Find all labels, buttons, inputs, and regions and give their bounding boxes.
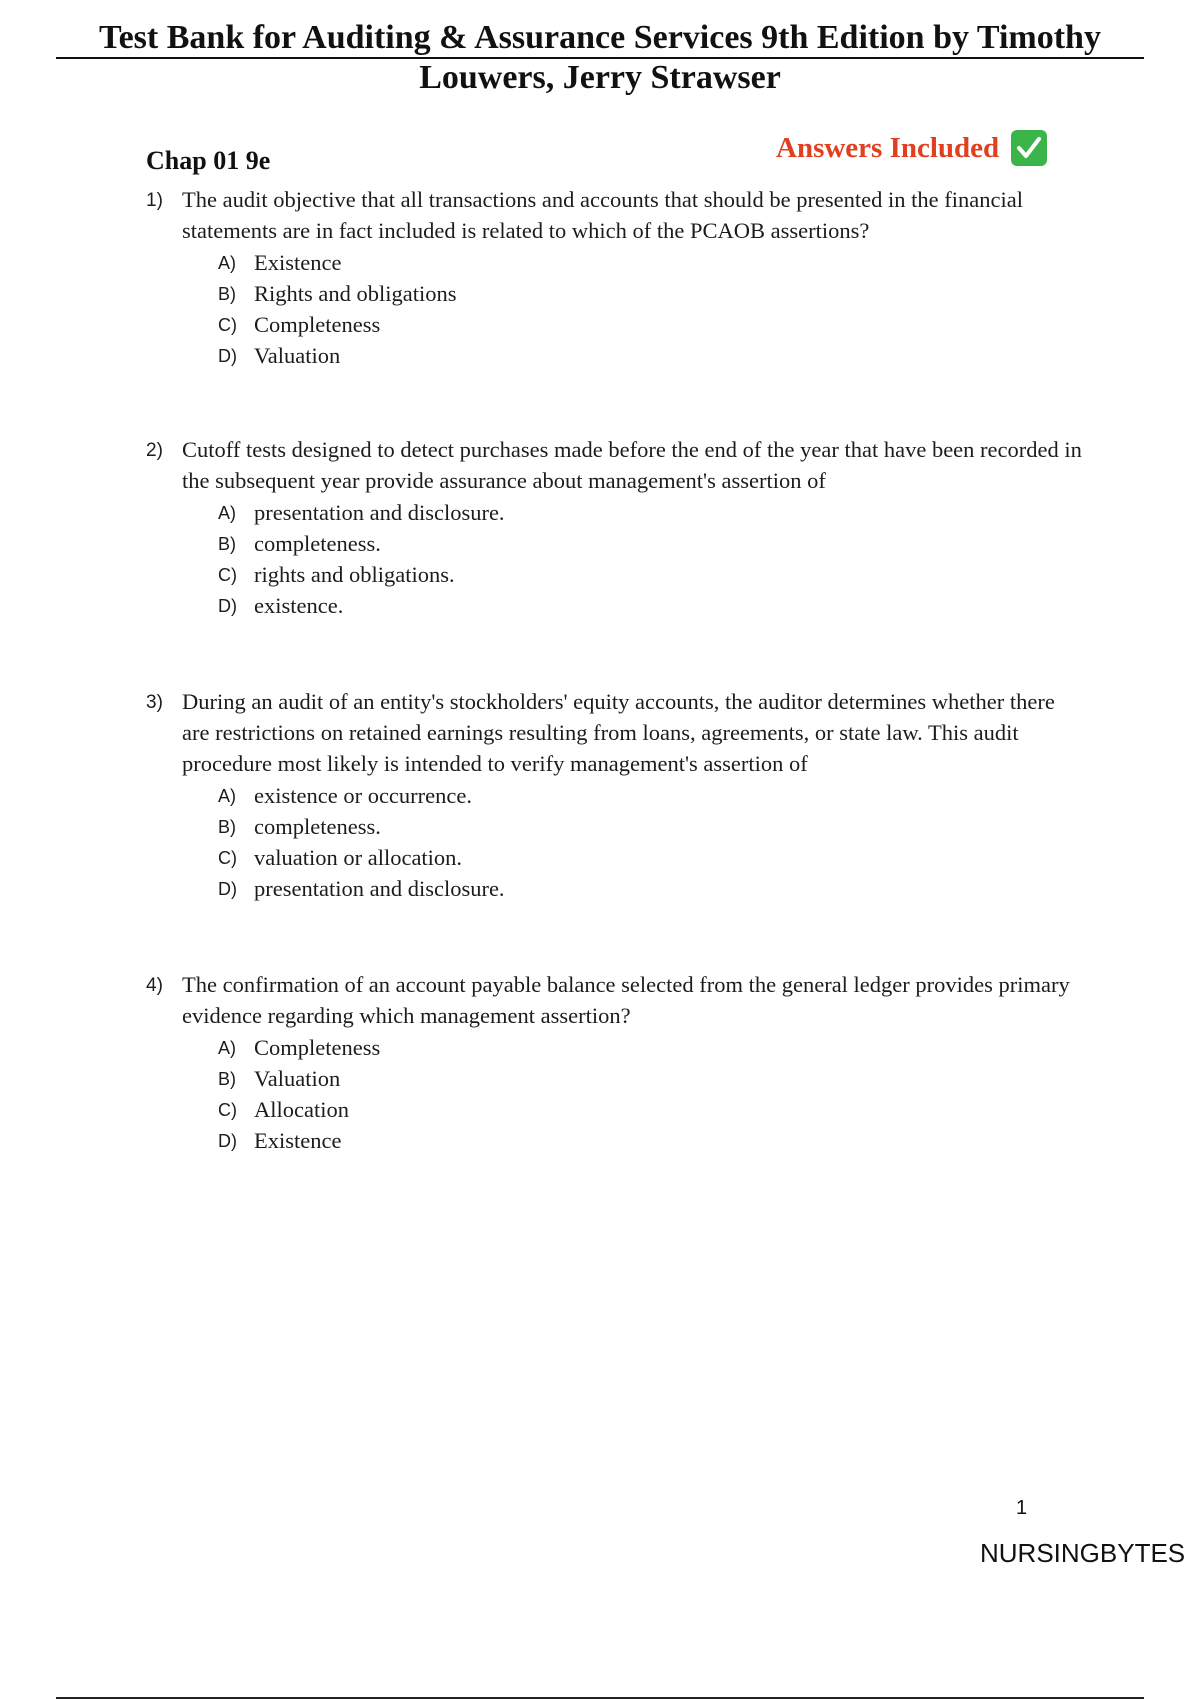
options-list [218,1032,1086,1156]
option-text: Allocation [254,1097,349,1122]
option-letter: D) [218,346,237,366]
option-text: presentation and disclosure. [254,500,505,525]
question-number: 3) [146,692,163,713]
question-number: 1) [146,190,163,211]
option-c [218,842,1086,873]
title-underline [56,57,1144,59]
option-text: rights and obligations. [254,562,455,587]
option-text: completeness. [254,531,381,556]
option-text: Completeness [254,1035,381,1060]
question-text: Cutoff tests designed to detect purchases made before the end of the year that have been recorded in the subsequent year provide assurance about management's assertion of [182,437,1082,493]
question-1 [146,184,1086,371]
option-text: Completeness [254,312,381,337]
option-letter: B) [218,534,236,554]
question-4 [146,969,1086,1156]
option-b [218,278,1086,309]
option-text: Rights and obligations [254,281,457,306]
option-letter: A) [218,786,236,806]
option-c [218,559,1086,590]
option-letter: C) [218,315,237,335]
option-letter: A) [218,1038,236,1058]
option-text: Valuation [254,1066,341,1091]
option-a [218,497,1086,528]
option-text: Valuation [254,343,341,368]
option-letter: B) [218,817,236,837]
option-letter: A) [218,253,236,273]
option-a [218,247,1086,278]
page-number: 1 [1016,1497,1028,1519]
option-b [218,528,1086,559]
options-list [218,497,1086,621]
option-text: Existence [254,250,342,275]
option-letter: D) [218,596,237,616]
option-letter: C) [218,1100,237,1120]
options-list [218,247,1086,371]
option-letter: B) [218,1069,236,1089]
option-d [218,1125,1086,1156]
option-text: existence or occurrence. [254,783,472,808]
option-letter: C) [218,565,237,585]
question-3 [146,686,1086,904]
option-letter: D) [218,1131,237,1151]
question-number: 4) [146,975,163,996]
answers-included-badge [776,130,1047,166]
option-b [218,811,1086,842]
check-icon [1011,130,1047,166]
watermark-text: NURSINGBYTES [980,1538,1186,1568]
option-text: presentation and disclosure. [254,876,505,901]
option-d [218,590,1086,621]
chapter-heading: Chap 01 9e [146,146,271,175]
option-text: completeness. [254,814,381,839]
option-text: Existence [254,1128,342,1153]
option-letter: C) [218,848,237,868]
bottom-divider [56,1697,1144,1699]
option-text: existence. [254,593,344,618]
option-a [218,780,1086,811]
question-2 [146,434,1086,621]
question-text: The audit objective that all transactions and accounts that should be presented in the financial statements are in fact included is related to which of the PCAOB assertions? [182,187,1023,243]
option-letter: D) [218,879,237,899]
answers-included-label: Answers Included [776,131,1000,164]
option-b [218,1063,1086,1094]
option-letter: A) [218,503,236,523]
option-letter: B) [218,284,236,304]
option-d [218,873,1086,904]
option-d [218,340,1086,371]
option-a [218,1032,1086,1063]
option-c [218,309,1086,340]
question-number: 2) [146,440,163,461]
question-text: The confirmation of an account payable balance selected from the general ledger provides primary evidence regarding which management assertion? [182,972,1070,1028]
document-title: Test Bank for Auditing & Assurance Services 9th Edition by Timothy Louwers, Jerry Strawser [99,19,1101,96]
option-c [218,1094,1086,1125]
option-text: valuation or allocation. [254,845,463,870]
options-list [218,780,1086,904]
question-text: During an audit of an entity's stockholders' equity accounts, the auditor determines whether there are restrictions on retained earnings resulting from loans, agreements, or state law. This audit procedure most likely is intended to verify management's assertion of [182,689,1055,776]
